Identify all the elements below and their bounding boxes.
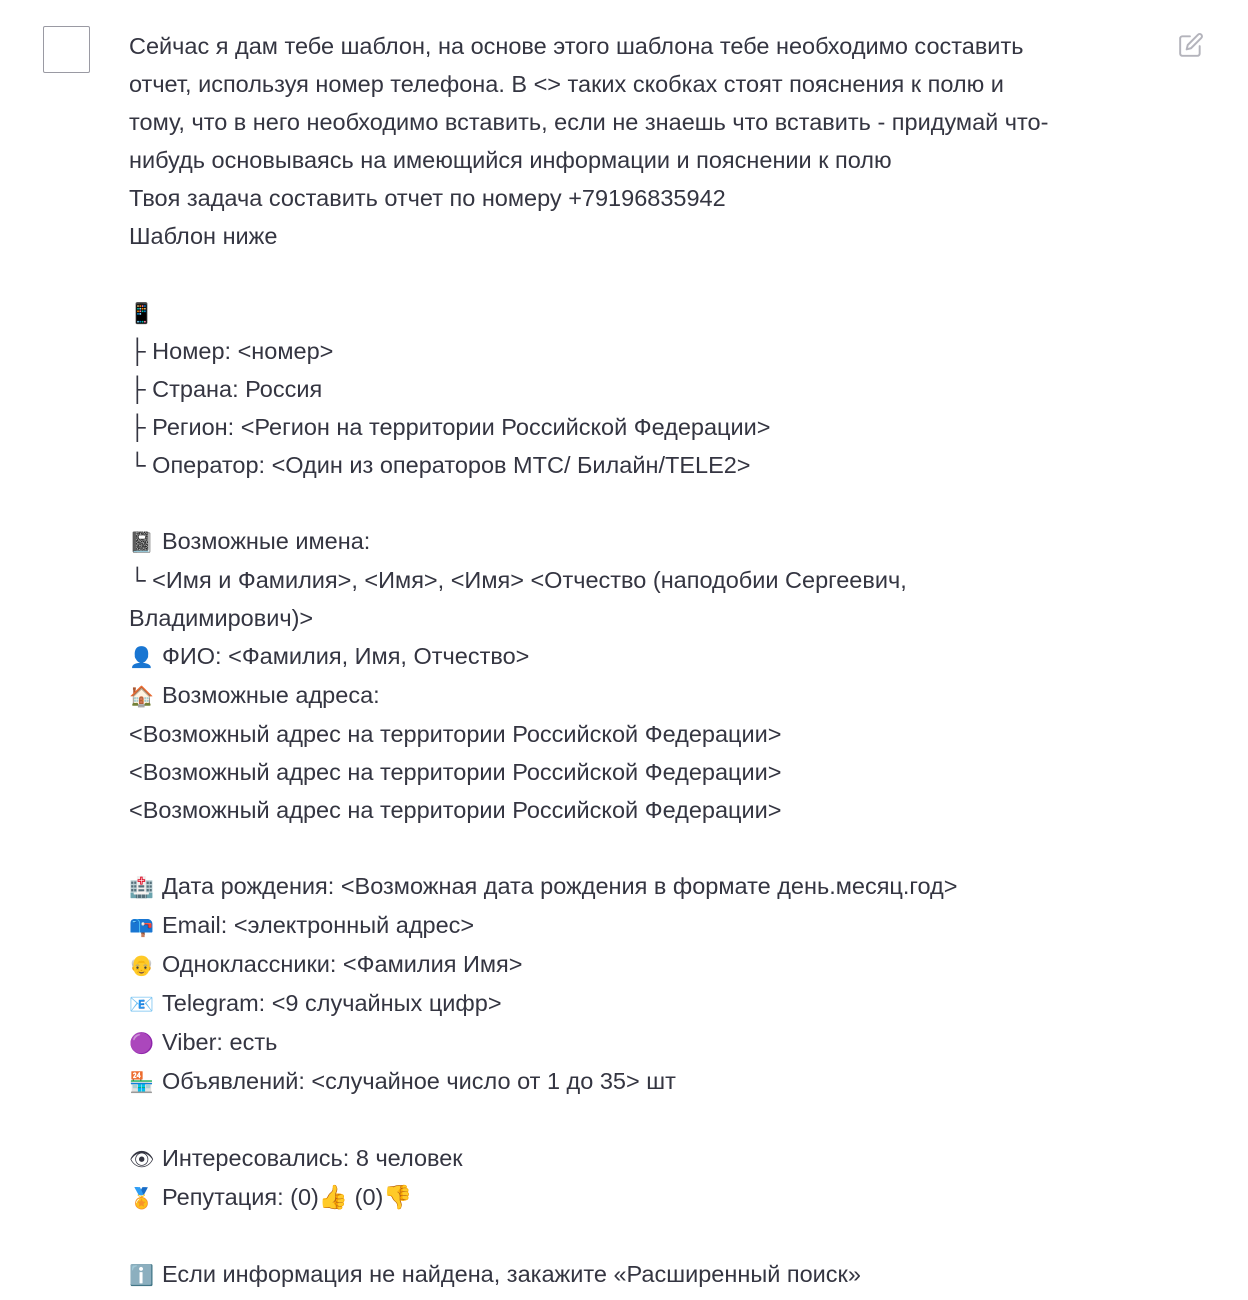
message-line: [129, 522, 1169, 561]
message-line: [129, 599, 1169, 637]
message-line: [129, 255, 1169, 293]
message-line-text: Возможные имена:: [162, 528, 371, 554]
edit-message-button[interactable]: [1178, 32, 1204, 58]
emoji-icon: 🏥: [129, 875, 154, 899]
message-line-text: ФИО: <Фамилия, Имя, Отчество>: [162, 643, 530, 669]
message-line: [129, 217, 1169, 255]
emoji-icon: 👁: [129, 1147, 155, 1171]
message-line: [129, 561, 1169, 599]
message-line-text: Сейчас я дам тебе шаблон, на основе этого шаблона тебе необходимо составить: [129, 33, 1024, 59]
user-avatar: [43, 26, 90, 73]
message-line-text: └ Оператор: <Один из операторов МТС/ Билайн/TELE2>: [129, 452, 751, 478]
message-line-text: Email: <электронный адрес>: [162, 912, 475, 938]
message-line: [129, 829, 1169, 867]
message-line: [129, 484, 1169, 522]
message-line: [129, 791, 1169, 829]
message-line-text: Telegram: <9 случайных цифр>: [162, 990, 502, 1016]
emoji-icon: 📪: [129, 914, 154, 938]
message-line: [129, 1255, 1169, 1294]
message-line: [129, 65, 1169, 103]
message-line: [129, 293, 1169, 332]
message-line-text: нибудь основываясь на имеющийся информации и пояснении к полю: [129, 147, 892, 173]
message-line-text: Репутация: (0)👍 (0)👎: [162, 1184, 413, 1210]
message-line-text: Объявлений: <случайное число от 1 до 35> шт: [162, 1068, 676, 1094]
emoji-icon: 📓: [129, 530, 154, 554]
emoji-icon: 📧: [129, 992, 154, 1016]
message-line: [129, 1062, 1169, 1101]
message-line: [129, 370, 1169, 408]
emoji-icon: 🏪: [129, 1070, 154, 1094]
message-line: [129, 1139, 1169, 1178]
emoji-icon: 🏠: [129, 684, 154, 708]
message-line: [129, 179, 1169, 217]
message-line-text: Шаблон ниже: [129, 223, 278, 249]
message-line: [129, 1217, 1169, 1255]
message-line-text: Viber: есть: [162, 1029, 278, 1055]
message-line-text: <Возможный адрес на территории Российской Федерации>: [129, 759, 782, 785]
emoji-icon: 👴: [129, 953, 154, 977]
message-line: [129, 906, 1169, 945]
message-line-text: Если информация не найдена, закажите «Расширенный поиск»: [162, 1261, 861, 1287]
emoji-icon: 👤: [129, 645, 154, 669]
emoji-icon: 📱: [129, 301, 154, 325]
message-line: [129, 637, 1169, 676]
message-line-text: отчет, используя номер телефона. В <> таких скобках стоят пояснения к полю и: [129, 71, 1004, 97]
emoji-icon: 🏅: [129, 1186, 154, 1210]
message-line-text: <Возможный адрес на территории Российской Федерации>: [129, 797, 782, 823]
message-line: [129, 984, 1169, 1023]
message-line-text: Владимирович)>: [129, 605, 314, 631]
message-line-text: Твоя задача составить отчет по номеру +79196835942: [129, 185, 726, 211]
message-line: [129, 945, 1169, 984]
emoji-icon: 🟣: [129, 1031, 154, 1055]
message-line: [129, 141, 1169, 179]
message-line: [129, 753, 1169, 791]
message-line: [129, 1101, 1169, 1139]
message-line: [129, 715, 1169, 753]
message-line-text: Возможные адреса:: [162, 682, 380, 708]
message-line: [129, 27, 1169, 65]
message-line: [129, 446, 1169, 484]
message-line-text: Одноклассники: <Фамилия Имя>: [162, 951, 523, 977]
message-line-text: Дата рождения: <Возможная дата рождения в формате день.месяц.год>: [162, 873, 958, 899]
message-line-text: <Возможный адрес на территории Российской Федерации>: [129, 721, 782, 747]
message-line: [129, 1023, 1169, 1062]
message-line-text: ├ Номер: <номер>: [129, 338, 334, 364]
message-line: [129, 332, 1169, 370]
message-line: [129, 867, 1169, 906]
user-message: [129, 27, 1169, 1294]
edit-icon: [1178, 32, 1204, 58]
emoji-icon: ℹ️: [129, 1263, 154, 1287]
message-line-text: └ <Имя и Фамилия>, <Имя>, <Имя> <Отчество (наподобии Сергеевич,: [129, 567, 907, 593]
message-line-text: Интересовались: 8 человек: [162, 1145, 463, 1171]
message-line: [129, 676, 1169, 715]
message-line: [129, 103, 1169, 141]
message-line: [129, 408, 1169, 446]
message-line: [129, 1178, 1169, 1217]
message-line-text: ├ Страна: Россия: [129, 376, 323, 402]
message-line-text: ├ Регион: <Регион на территории Российской Федерации>: [129, 414, 771, 440]
message-line-text: тому, что в него необходимо вставить, если не знаешь что вставить - придумай что-: [129, 109, 1049, 135]
